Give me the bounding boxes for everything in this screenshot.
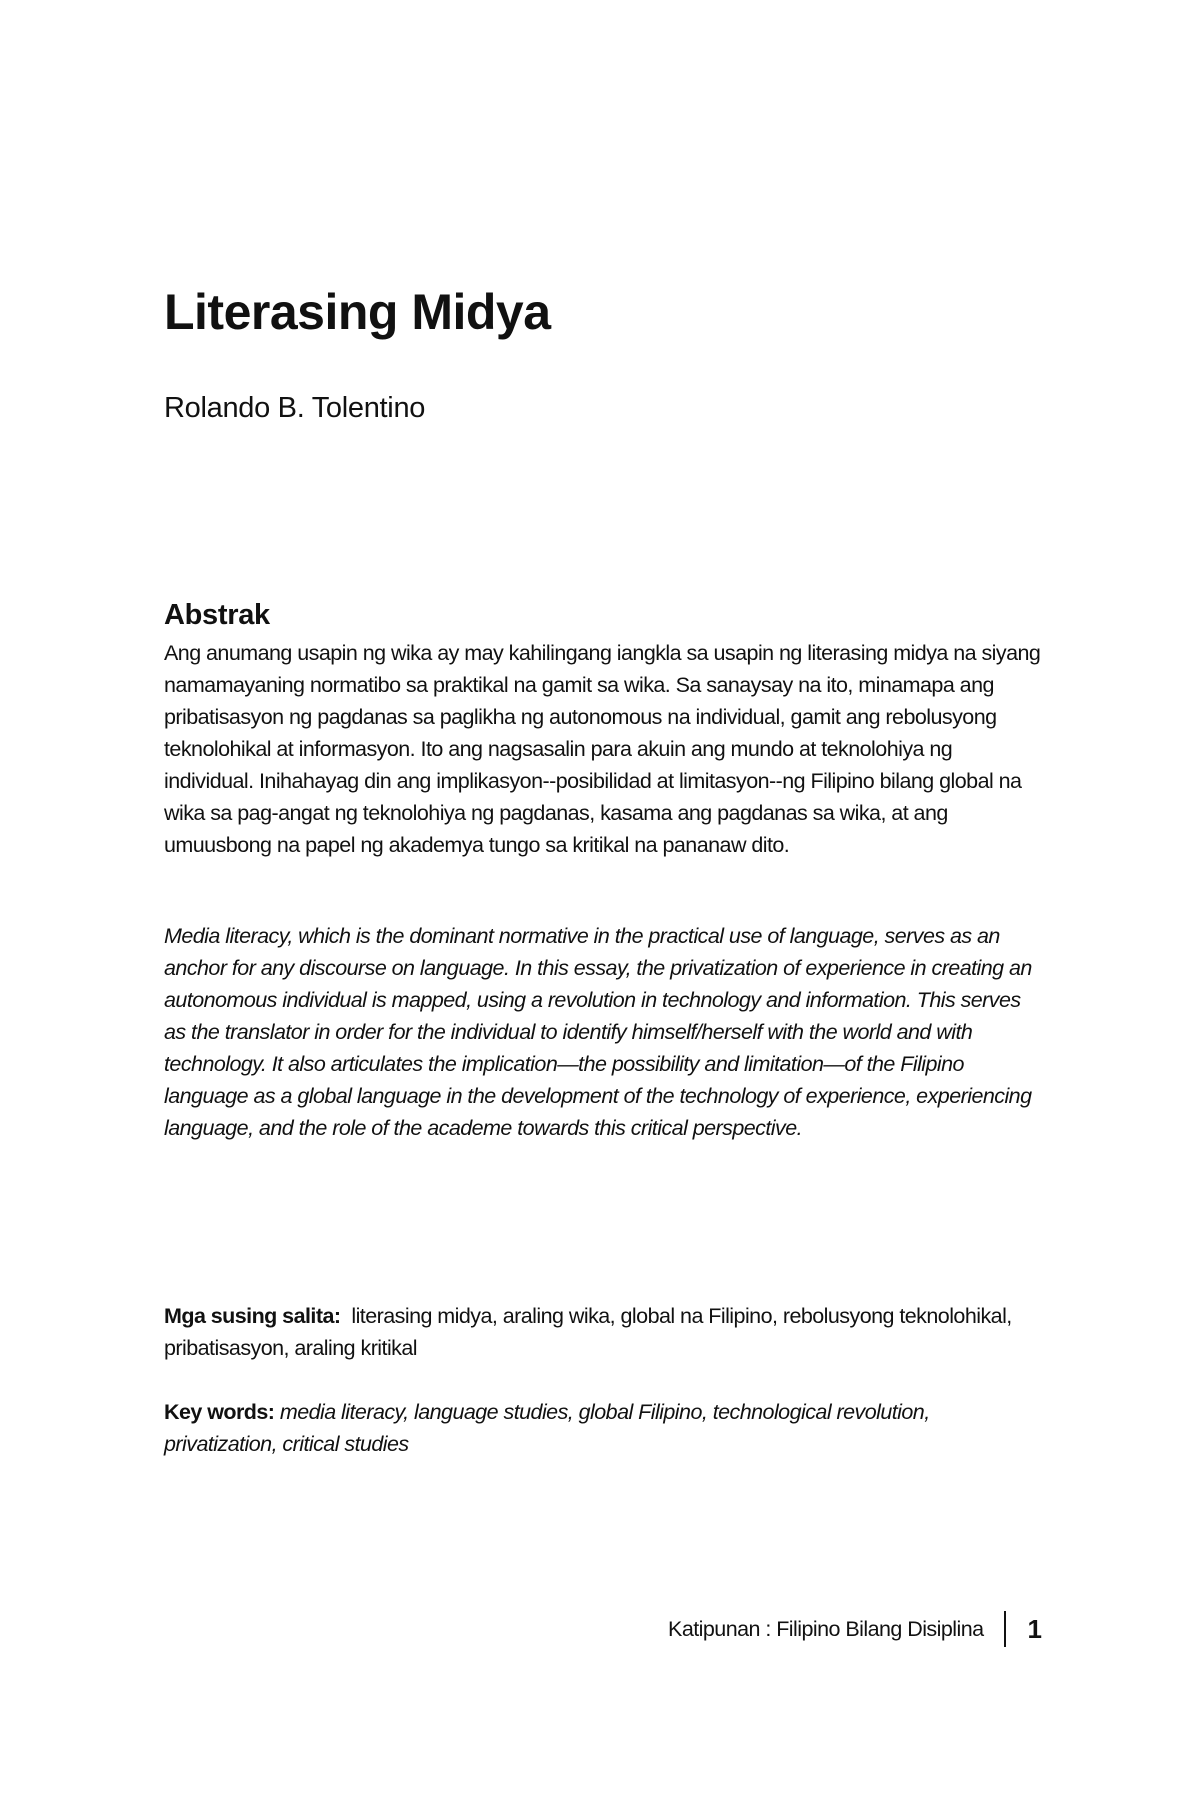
keywords-filipino	[164, 1300, 1044, 1364]
paper-author: Rolando B. Tolentino	[164, 392, 426, 424]
keywords-filipino-list: literasing midya, araling wika, global na Filipino, rebolusyong teknolohikal, pribatisasyon, araling kritikal	[164, 1304, 1012, 1360]
page-footer	[668, 1611, 1042, 1647]
paper-title: Literasing Midya	[164, 284, 551, 340]
journal-name: Katipunan : Filipino Bilang Disiplina	[668, 1617, 984, 1641]
keywords-english-list: media literacy, language studies, global Filipino, technological revolution, privatization, critical studies	[164, 1400, 930, 1456]
keywords-english-label: Key words:	[164, 1400, 275, 1424]
keywords-english	[164, 1396, 1044, 1460]
page-number: 1	[1027, 1614, 1042, 1644]
footer-divider	[1004, 1611, 1006, 1647]
abstract-filipino: Ang anumang usapin ng wika ay may kahilingang iangkla sa usapin ng literasing midya na siyang namamayaning normatibo sa praktikal na gamit sa wika. Sa sanaysay na ito, minamapa ang pribatisasyon ng pagdanas sa paglikha ng autonomous na individual, gamit ang rebolusyong teknolohikal at informasyon. Ito ang nagsasalin para akuin ang mundo at teknolohiya ng individual. Inihahayag din ang implikasyon--posibilidad at limitasyon--ng Filipino bilang global na wika sa pag-angat ng teknolohiya ng pagdanas, kasama ang pagdanas sa wika, at ang umuusbong na papel ng akademya tungo sa kritikal na pananaw dito.	[164, 641, 1041, 857]
keywords-filipino-label: Mga susing salita:	[164, 1304, 341, 1328]
abstract-heading: Abstrak	[164, 599, 270, 631]
abstract-english: Media literacy, which is the dominant normative in the practical use of language, serves as an anchor for any discourse on language. In this essay, the privatization of experience in creating an autonomous individual is mapped, using a revolution in technology and information. This serves as the translator in order for the individual to identify himself/herself with the world and with technology. It also articulates the implication—the possibility and limitation—of the Filipino language as a global language in the development of the technology of experience, experiencing language, and the role of the academe towards this critical perspective.	[164, 924, 1032, 1140]
